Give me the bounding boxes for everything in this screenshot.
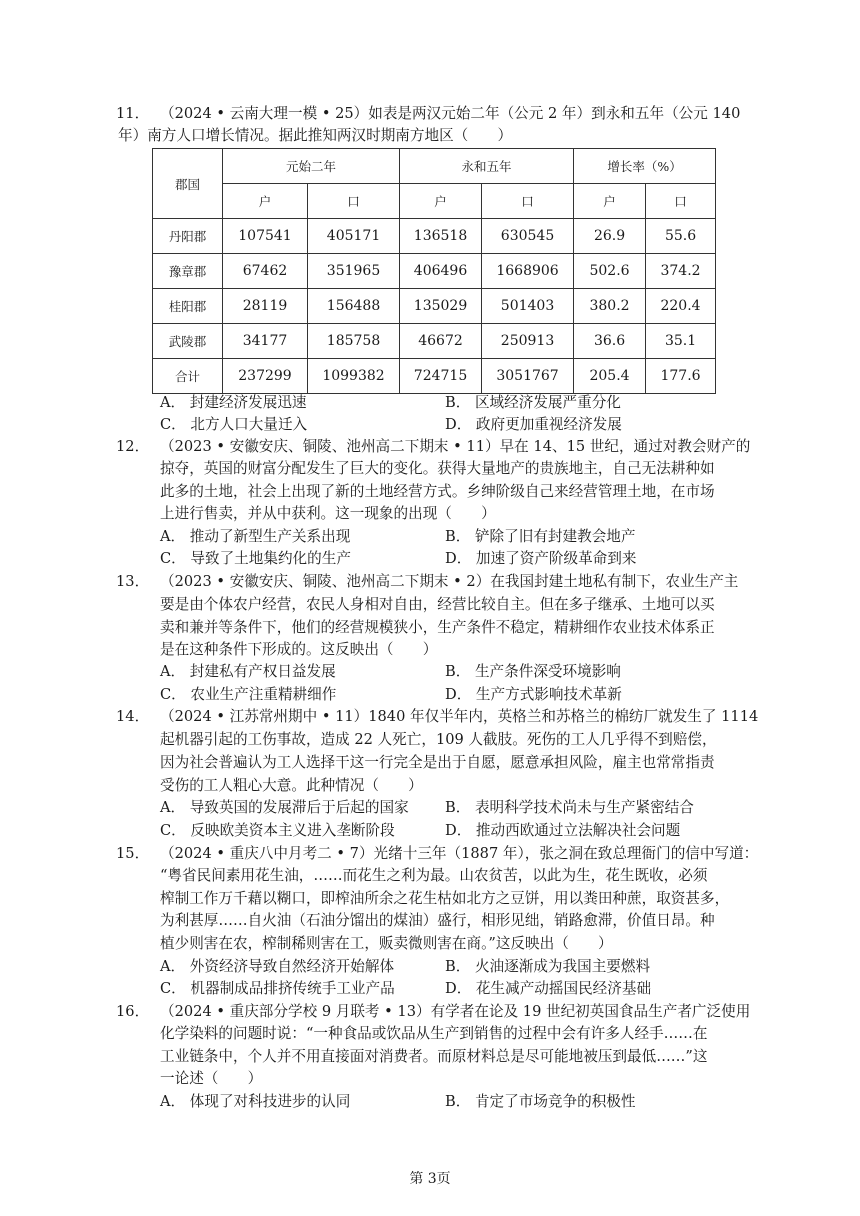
region-name: 武陵郡 [153,324,223,359]
table-row [153,219,716,254]
question-15-stem-line-4: 为利甚厚……自火油（石油分馏出的煤油）盛行，相形见绌，销路愈滞，价值日昂。种 [160,912,715,929]
header-growth-rate: 增长率（%） [574,149,716,184]
table-row-total [153,359,716,394]
question-11-option-d: D． 政府更加重视经济发展 [445,416,622,433]
question-16-option-b: B． 肯定了市场竞争的积极性 [445,1093,636,1110]
question-15-number: 15． [116,845,150,862]
question-12-stem-line-2: 掠夺，英国的财富分配发生了巨大的变化。获得大量地产的贵族地主，自己无法耕种如 [160,460,715,477]
question-13-option-a: A． 封建私有产权日益发展 [160,663,336,680]
question-11-option-c: C． 北方人口大量迁入 [160,416,308,433]
question-15-option-b: B． 火油逐渐成为我国主要燃料 [445,958,651,975]
question-14-option-b: B． 表明科学技术尚未与生产紧密结合 [445,799,694,816]
table-cell: 36.6 [574,324,646,359]
question-11-stem-line-1: （2024 • 云南大理一模 • 25）如表是两汉元始二年（公元 2 年）到永和五年（公元 140 [160,105,741,122]
table-cell: 406496 [400,254,482,289]
table-cell: 28119 [223,289,308,324]
total-label: 合计 [153,359,223,394]
question-16-stem-line-3: 工业链条中，个人并不用直接面对消费者。而原材料总是尽可能地被压到最低……”这 [160,1048,708,1065]
question-16-number: 16． [116,1003,150,1020]
question-12-option-b: B． 铲除了旧有封建教会地产 [445,528,636,545]
header-households: 户 [400,184,482,219]
question-13-stem-line-2: 要是由个体农户经营，农民人身相对自由，经营比较自主。但在多子继承、土地可以买 [160,596,715,613]
table-cell: 185758 [308,324,400,359]
header-population: 口 [482,184,574,219]
question-12-stem-line-4: 上进行售卖，并从中获利。这一现象的出现（ ） [160,505,496,522]
question-11-option-a: A． 封建经济发展迅速 [160,394,307,411]
question-14-option-c: C． 反映欧美资本主义进入垄断阶段 [160,822,395,839]
question-12-option-c: C． 导致了土地集约化的生产 [160,550,351,567]
region-name: 丹阳郡 [153,219,223,254]
question-11-number: 11． [116,105,150,122]
header-population: 口 [308,184,400,219]
question-12-stem-line-1: （2023 • 安徽安庆、铜陵、池州高二下期末 • 11）早在 14、15 世纪，通过对教会财产的 [160,438,751,455]
table-cell: 250913 [482,324,574,359]
question-15-stem-line-3: 榨制工作万千藉以糊口，即榨油所余之花生枯如北方之豆饼，用以粪田种蔗，取资甚多， [160,890,730,907]
population-table [152,148,716,394]
question-13-number: 13． [116,573,150,590]
question-14-option-d: D． 推动西欧通过立法解决社会问题 [445,822,681,839]
header-year-140ad: 永和五年 [400,149,574,184]
table-cell: 3051767 [482,359,574,394]
question-15-option-d: D． 花生减产动摇国民经济基础 [445,980,652,997]
question-13-stem-line-3: 卖和兼并等条件下，他们的经营规模狭小，生产条件不稳定，精耕细作农业技术体系正 [160,619,715,636]
table-row [153,289,716,324]
question-11-stem-line-2: 年）南方人口增长情况。据此推知两汉时期南方地区（ ） [118,127,513,144]
table-cell: 1099382 [308,359,400,394]
question-14-number: 14． [116,708,150,725]
table-cell: 177.6 [646,359,716,394]
table-cell: 237299 [223,359,308,394]
question-16-option-a: A． 体现了对科技进步的认同 [160,1093,351,1110]
table-cell: 1668906 [482,254,574,289]
table-cell: 630545 [482,219,574,254]
region-name: 桂阳郡 [153,289,223,324]
question-16-stem-line-2: 化学染料的问题时说：“一种食品或饮品从生产到销售的过程中会有许多人经手……在 [160,1025,708,1042]
header-region: 郡国 [153,149,223,219]
question-14-stem-line-1: （2024 • 江苏常州期中 • 11）1840 年仅半年内，英格兰和苏格兰的棉纺厂就发生了 1114 [160,708,759,725]
table-cell: 26.9 [574,219,646,254]
table-cell: 405171 [308,219,400,254]
question-15-option-a: A． 外资经济导致自然经济开始解体 [160,958,395,975]
question-12-number: 12． [116,438,150,455]
header-households: 户 [223,184,308,219]
header-population: 口 [646,184,716,219]
header-year-2ad: 元始二年 [223,149,400,184]
question-16-stem-line-4: 一论述（ ） [160,1070,263,1087]
header-households: 户 [574,184,646,219]
table-row [153,324,716,359]
page-number: 第 3页 [409,1171,451,1187]
question-13-stem-line-1: （2023 • 安徽安庆、铜陵、池州高二下期末 • 2）在我国封建土地私有制下，农业生产主 [160,573,739,590]
question-14-option-a: A． 导致英国的发展滞后于后起的国家 [160,799,409,816]
question-14-stem-line-4: 受伤的工人粗心大意。此种情况（ ） [160,777,423,794]
question-15-stem-line-2: “粤省民间素用花生油，……而花生之利为最。山农贫苦，以此为生，花生既收，必须 [160,867,708,884]
table-cell: 351965 [308,254,400,289]
question-15-option-c: C． 机器制成品排挤传统手工业产品 [160,980,395,997]
table-cell: 136518 [400,219,482,254]
region-name: 豫章郡 [153,254,223,289]
table-cell: 135029 [400,289,482,324]
table-row [153,254,716,289]
question-15-stem-line-5: 植少则害在农，榨制稀则害在工，贩卖微则害在商。”这反映出（ ） [160,935,613,952]
table-cell: 374.2 [646,254,716,289]
question-14-stem-line-3: 因为社会普遍认为工人选择干这一行完全是出于自愿，愿意承担风险，雇主也常常指责 [160,754,715,771]
table-cell: 205.4 [574,359,646,394]
table-cell: 46672 [400,324,482,359]
table-cell: 501403 [482,289,574,324]
question-12-option-a: A． 推动了新型生产关系出现 [160,528,351,545]
table-cell: 35.1 [646,324,716,359]
question-15-stem-line-1: （2024 • 重庆八中月考二 • 7）光绪十三年（1887 年），张之洞在致总理衙门的信中写道： [160,845,759,862]
table-cell: 55.6 [646,219,716,254]
table-cell: 107541 [223,219,308,254]
table-cell: 380.2 [574,289,646,324]
question-16-stem-line-1: （2024 • 重庆部分学校 9 月联考 • 13）有学者在论及 19 世纪初英国食品生产者广泛使用 [160,1003,751,1020]
question-11-option-b: B． 区域经济发展严重分化 [445,394,621,411]
table-cell: 724715 [400,359,482,394]
question-13-option-d: D． 生产方式影响技术革新 [445,686,622,703]
table-cell: 156488 [308,289,400,324]
question-12-stem-line-3: 此多的土地，社会上出现了新的土地经营方式。乡绅阶级自己来经营管理土地，在市场 [160,483,715,500]
question-12-option-d: D． 加速了资产阶级革命到来 [445,550,637,567]
question-13-option-b: B． 生产条件深受环境影响 [445,663,621,680]
table-cell: 220.4 [646,289,716,324]
table-cell: 67462 [223,254,308,289]
question-13-stem-line-4: 是在这种条件下形成的。这反映出（ ） [160,641,438,658]
table-cell: 34177 [223,324,308,359]
question-14-stem-line-2: 起机器引起的工伤事故，造成 22 人死亡，109 人截肢。死伤的工人几乎得不到赔偿， [160,731,717,748]
table-cell: 502.6 [574,254,646,289]
question-13-option-c: C． 农业生产注重精耕细作 [160,686,337,703]
